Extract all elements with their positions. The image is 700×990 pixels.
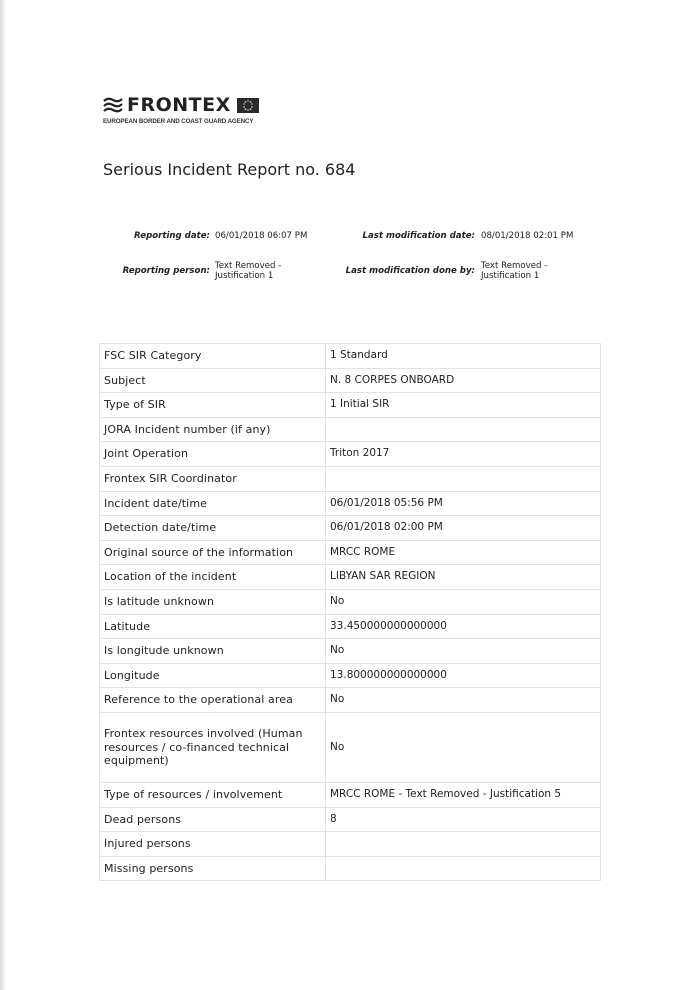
logo-tagline: EUROPEAN BORDER AND COAST GUARD AGENCY	[103, 118, 254, 125]
row-label: JORA Incident number (if any)	[100, 417, 326, 442]
row-label: Detection date/time	[100, 516, 326, 541]
reporting-person-value-line1: Text Removed -	[215, 261, 282, 271]
row-value: 1 Initial SIR	[326, 393, 601, 418]
row-value: MRCC ROME	[326, 540, 601, 565]
frontex-waves-icon	[103, 97, 123, 113]
table-row	[100, 832, 601, 857]
row-label: Frontex SIR Coordinator	[100, 466, 326, 491]
row-label: Frontex resources involved (Human resources / co-financed technical equipment)	[100, 712, 326, 782]
row-label: Injured persons	[100, 832, 326, 857]
row-label: Is longitude unknown	[100, 639, 326, 664]
row-value: No	[326, 688, 601, 713]
row-value	[326, 856, 601, 881]
row-value: No	[326, 589, 601, 614]
row-value: 06/01/2018 02:00 PM	[326, 516, 601, 541]
table-row	[100, 782, 601, 807]
incident-details-table	[99, 343, 601, 881]
row-label: Original source of the information	[100, 540, 326, 565]
row-label: Type of SIR	[100, 393, 326, 418]
table-row	[100, 614, 601, 639]
row-label: Reference to the operational area	[100, 688, 326, 713]
table-row	[100, 663, 601, 688]
row-label: Type of resources / involvement	[100, 782, 326, 807]
row-label: Location of the incident	[100, 565, 326, 590]
last-modification-by-value-line2: Justification 1	[481, 271, 540, 281]
table-row	[100, 442, 601, 467]
row-label: Subject	[100, 368, 326, 393]
frontex-logo	[103, 94, 259, 125]
table-row	[100, 807, 601, 832]
row-label: Joint Operation	[100, 442, 326, 467]
row-label: FSC SIR Category	[100, 344, 326, 369]
row-value: 06/01/2018 05:56 PM	[326, 491, 601, 516]
row-label: Incident date/time	[100, 491, 326, 516]
row-value	[326, 417, 601, 442]
eu-flag-icon	[237, 98, 259, 113]
row-label: Latitude	[100, 614, 326, 639]
table-row	[100, 565, 601, 590]
report-title: Serious Incident Report no. 684	[103, 160, 356, 179]
scan-edge-shadow	[0, 0, 6, 990]
row-value: 8	[326, 807, 601, 832]
row-label: Longitude	[100, 663, 326, 688]
table-row	[100, 516, 601, 541]
row-value: 1 Standard	[326, 344, 601, 369]
table-row	[100, 466, 601, 491]
row-value: LIBYAN SAR REGION	[326, 565, 601, 590]
table-row	[100, 417, 601, 442]
reporting-date-label: Reporting date:	[134, 231, 210, 241]
row-value: No	[326, 712, 601, 782]
last-modification-date-value: 08/01/2018 02:01 PM	[481, 231, 574, 241]
table-row	[100, 639, 601, 664]
table-row	[100, 368, 601, 393]
table-row	[100, 491, 601, 516]
row-value: MRCC ROME - Text Removed - Justification 5	[326, 782, 601, 807]
table-row	[100, 540, 601, 565]
row-label: Is latitude unknown	[100, 589, 326, 614]
logo-wordmark: FRONTEX	[127, 94, 231, 116]
reporting-person-value-line2: Justification 1	[215, 271, 274, 281]
last-modification-by-value-line1: Text Removed -	[481, 261, 548, 271]
table-row	[100, 856, 601, 881]
row-value: Triton 2017	[326, 442, 601, 467]
row-value	[326, 832, 601, 857]
last-modification-date-label: Last modification date:	[362, 231, 475, 241]
row-value	[326, 466, 601, 491]
table-row	[100, 688, 601, 713]
table-row	[100, 589, 601, 614]
table-row	[100, 393, 601, 418]
table-row	[100, 712, 601, 782]
row-value: No	[326, 639, 601, 664]
table-row	[100, 344, 601, 369]
row-label: Missing persons	[100, 856, 326, 881]
row-label: Dead persons	[100, 807, 326, 832]
reporting-person-label: Reporting person:	[122, 266, 210, 276]
reporting-date-value: 06/01/2018 06:07 PM	[215, 231, 308, 241]
last-modification-by-label: Last modification done by:	[345, 266, 475, 276]
row-value: 33.450000000000000	[326, 614, 601, 639]
row-value: N. 8 CORPES ONBOARD	[326, 368, 601, 393]
row-value: 13.800000000000000	[326, 663, 601, 688]
